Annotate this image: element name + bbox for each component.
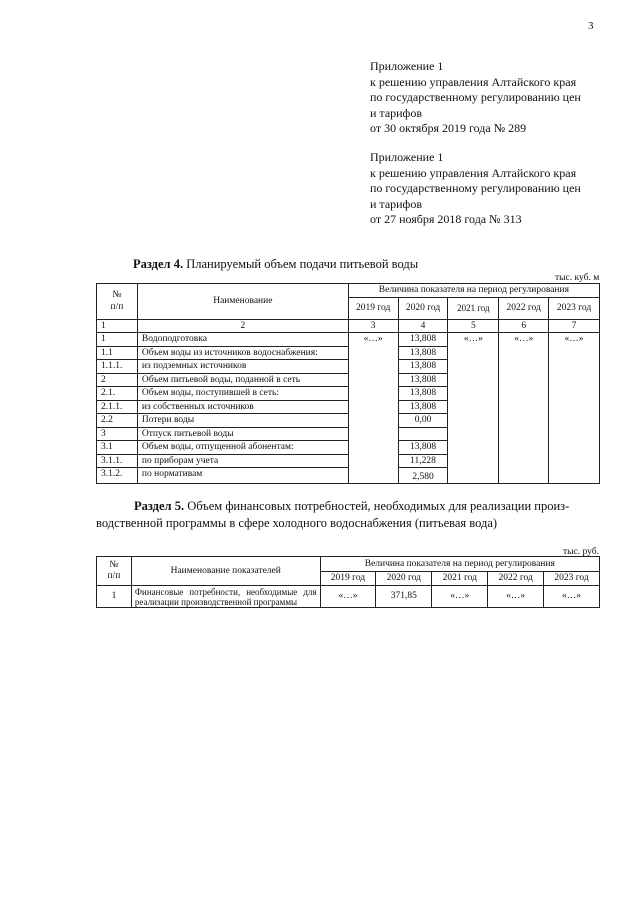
section5-units: тыс. руб. [563,547,599,557]
row-name: Объем воды, отпущенной абонентам: [137,441,348,455]
appendix-line: и тарифов [370,105,423,120]
appendix-block-1 [370,59,581,137]
row-num: 1.1 [97,346,138,360]
section5-label: Раздел 5. [134,499,185,513]
value-2022: «…» [488,586,544,608]
row-num: 1.1.1. [97,360,138,374]
value-2020: 0,00 [398,414,448,428]
appendix-block-2 [370,150,581,228]
row-name: Объем питьевой воды, поданной в сеть [137,373,348,387]
value-2020: 371,85 [376,586,432,608]
year-header: 2021 год [448,297,499,319]
year-header: 2023 год [549,297,600,319]
page-number: 3 [588,20,594,32]
row-name: по нормативам [137,468,348,484]
value-2020: 13,808 [398,360,448,374]
row-num: 2.1. [97,387,138,401]
row-name: Отпуск питьевой воды [137,427,348,441]
col-name-header: Наименование показателей [131,557,320,586]
row-name: из подземных источников [137,360,348,374]
col-number: 2 [137,319,348,333]
value-2020: 2,580 [398,468,448,484]
appendix-line: от 27 ноября 2018 года № 313 [370,212,522,226]
appendix-line: и тарифов [370,196,423,211]
appendix-line: Приложение 1 [370,59,444,73]
value-2020: 13,808 [398,441,448,455]
value-2020: 13,808 [398,387,448,401]
row-name: Водоподготовка [137,333,348,347]
row-num: 1 [97,586,132,608]
row-num: 2.1.1. [97,400,138,414]
year-header: 2021 год [432,572,488,586]
row-name: Финансовые потребности, необходимые для реализации производственной программы [131,586,320,608]
value-2019: «…» [348,333,398,484]
section4-title: Планируемый объем подачи питьевой воды [186,257,419,271]
section5-title-line1: Объем финансовых потребностей, необходимых для реализации произ- [187,499,570,513]
row-name: из собственных источников [137,400,348,414]
year-header: 2019 год [348,297,398,319]
appendix-line: по государственному регулированию цен [370,181,581,195]
value-2021: «…» [448,333,499,484]
appendix-line: от 30 октября 2019 года № 289 [370,121,527,135]
section4-heading [133,257,418,272]
value-2023: «…» [549,333,600,484]
year-header: 2020 год [398,297,448,319]
appendix-line: к решению управления Алтайского края [370,74,577,89]
appendix-line: по государственному регулированию цен [370,90,581,104]
row-name: Объем воды, поступившей в сеть: [137,387,348,401]
row-name: по приборам учета [137,454,348,468]
col-number: 1 [97,319,138,333]
value-2022: «…» [499,333,549,484]
col-number: 7 [549,319,600,333]
row-num: 3.1.1. [97,454,138,468]
row-name: Объем воды из источников водоснабжения: [137,346,348,360]
row-num: 3.1 [97,441,138,455]
year-header: 2023 год [544,572,600,586]
section5-title-line2: водственной программы в сфере холодного водоснабжения (питьевая вода) [96,516,498,530]
col-num-header: № п/п [97,284,138,320]
value-2023: «…» [544,586,600,608]
section4-label: Раздел 4. [133,257,184,271]
value-2019: «…» [320,586,376,608]
col-number: 6 [499,319,549,333]
col-name-header: Наименование [137,284,348,320]
row-name: Потери воды [137,414,348,428]
value-2021: «…» [432,586,488,608]
appendix-line: Приложение 1 [370,150,444,164]
section5-heading [96,498,601,532]
value-2020 [398,427,448,441]
value-2020: 11,228 [398,454,448,468]
value-2020: 13,808 [398,333,448,347]
col-num-header: № п/п [97,557,132,586]
appendix-line: к решению управления Алтайского края [370,165,577,180]
section4-table [96,283,600,484]
row-num: 1 [97,333,138,347]
col-number: 5 [448,319,499,333]
year-header: 2019 год [320,572,376,586]
value-2020: 13,808 [398,373,448,387]
row-num: 2 [97,373,138,387]
value-2020: 13,808 [398,346,448,360]
row-num: 3 [97,427,138,441]
period-header: Величина показателя на период регулирования [320,557,599,572]
col-number: 4 [398,319,448,333]
row-num: 3.1.2. [97,468,138,484]
year-header: 2022 год [488,572,544,586]
year-header: 2020 год [376,572,432,586]
col-number: 3 [348,319,398,333]
row-num: 2.2 [97,414,138,428]
period-header: Величина показателя на период регулирования [348,284,599,298]
section5-table [96,556,600,608]
value-2020: 13,808 [398,400,448,414]
year-header: 2022 год [499,297,549,319]
section4-units: тыс. куб. м [555,273,600,283]
